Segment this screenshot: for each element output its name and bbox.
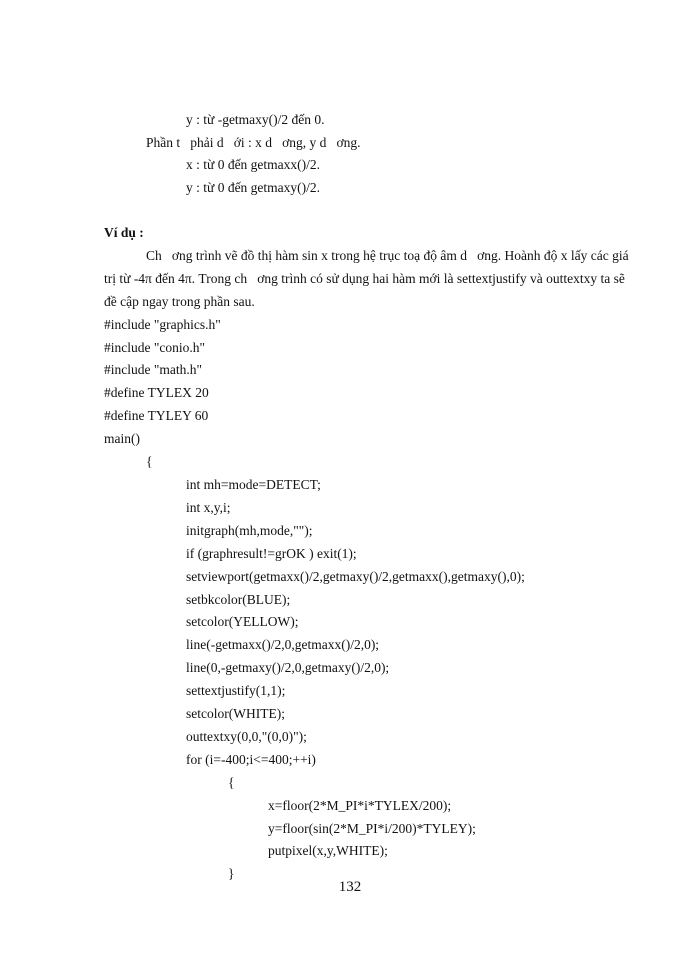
paragraph-line-3: đề cập ngay trong phần sau. [104, 294, 255, 309]
code-line: line(0,-getmaxy()/2,0,getmaxy()/2,0); [186, 660, 390, 675]
code-line: x=floor(2*M_PI*i*TYLEX/200); [268, 798, 452, 813]
code-line: { [228, 775, 235, 790]
paragraph-line-2: trị từ -4π đến 4π. Trong ch ơng trình có sử dụng hai hàm mới là settextjustify và outtextxy ta sẽ [104, 271, 625, 286]
paragraph-line-1: Ch ơng trình vẽ đồ thị hàm sin x trong hệ trục toạ độ âm d ơng. Hoành độ x lấy các giá [146, 248, 629, 263]
code-line: for (i=-400;i<=400;++i) [186, 752, 316, 767]
code-line: line(-getmaxx()/2,0,getmaxx()/2,0); [186, 637, 380, 652]
range-line-x-positive: x : từ 0 đến getmaxx()/2. [186, 157, 321, 172]
code-line: } [228, 866, 235, 881]
code-line: { [146, 454, 153, 469]
code-line: setviewport(getmaxx()/2,getmaxy()/2,getmaxx(),getmaxy(),0); [186, 569, 525, 584]
code-line: #define TYLEX 20 [104, 385, 209, 400]
code-line: #include "math.h" [104, 362, 203, 377]
code-line: int mh=mode=DETECT; [186, 477, 321, 492]
code-line: setcolor(YELLOW); [186, 614, 299, 629]
code-line: setcolor(WHITE); [186, 706, 285, 721]
code-line: main() [104, 431, 140, 446]
code-line: int x,y,i; [186, 500, 231, 515]
code-line: if (graphresult!=grOK ) exit(1); [186, 546, 357, 561]
code-line: putpixel(x,y,WHITE); [268, 843, 388, 858]
code-line: outtextxy(0,0,"(0,0)"); [186, 729, 307, 744]
code-line: setbkcolor(BLUE); [186, 592, 291, 607]
page-number: 132 [338, 879, 362, 895]
code-line: initgraph(mh,mode,""); [186, 523, 313, 538]
code-line: #include "conio.h" [104, 340, 205, 355]
range-line-y-negative: y : từ -getmaxy()/2 đến 0. [186, 112, 325, 127]
code-line: settextjustify(1,1); [186, 683, 286, 698]
range-line-y-positive: y : từ 0 đến getmaxy()/2. [186, 180, 321, 195]
code-line: y=floor(sin(2*M_PI*i/200)*TYLEY); [268, 821, 476, 836]
example-heading: Ví dụ : [104, 225, 144, 240]
range-line-lower-right-quadrant: Phần t phải d ới : x d ơng, y d ơng. [146, 135, 361, 150]
code-line: #define TYLEY 60 [104, 408, 209, 423]
code-line: #include "graphics.h" [104, 317, 221, 332]
